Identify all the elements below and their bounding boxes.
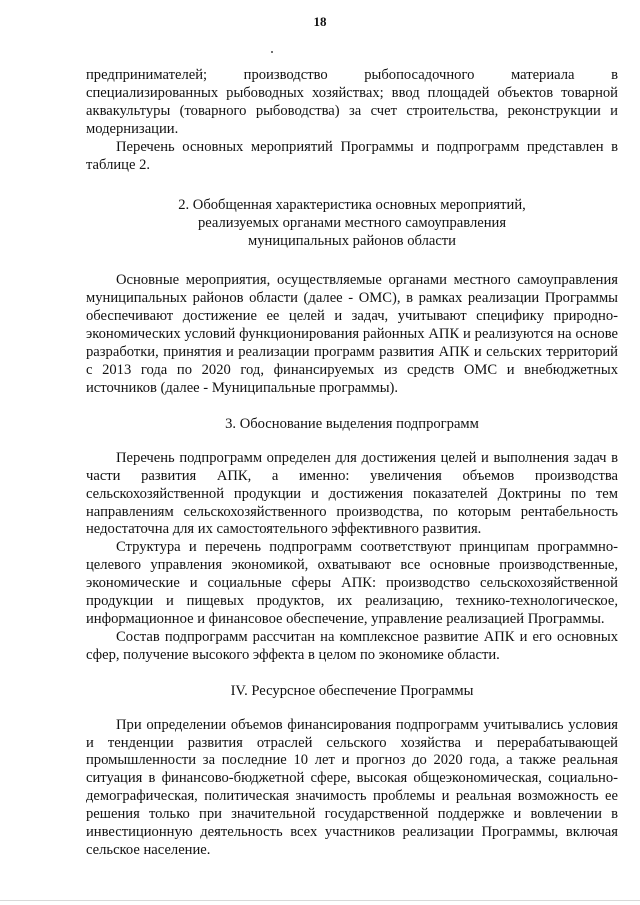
section-3-paragraph-3: Состав подпрограмм рассчитан на комплексное развитие АПК и его основных сфер, получение высокого эффекта в целом по экономике области.: [86, 628, 618, 663]
paragraph-continuation: предпринимателей; производство рыбопосадочного материала в специализированных рыбоводных хозяйствах; ввод площадей объектов товарной аквакультуры (товарного рыбоводства) за счет строительства, реконструкции и модернизации.: [86, 67, 618, 137]
document-body: [86, 67, 618, 860]
section-3-heading-text: 3. Обоснование выделения подпрограмм: [225, 415, 479, 432]
section-2-heading-line-3: муниципальных районов области: [248, 233, 456, 250]
scan-speck: [271, 51, 273, 53]
section-2-heading: [86, 196, 618, 250]
paragraph-table-reference: Перечень основных мероприятий Программы и подпрограмм представлен в таблице 2.: [86, 138, 618, 173]
section-2-paragraph: Основные мероприятия, осуществляемые органами местного самоуправления муниципальных районов области (далее - ОМС), в рамках реализации Программы обеспечивают достижение ее целей и задач, учитывают специфику природно-экономических условий функционирования районных АПК и реализуются на основе разработки, принятия и реализации программ развития АПК и сельских территорий с 2013 года по 2020 год, финансируемых из средств ОМС и внебюджетных источников (далее - Муниципальные программы).: [86, 272, 618, 396]
section-3-paragraph-2: Структура и перечень подпрограмм соответствуют принципам программно-целевого управления экономикой, охватывают все основные производственные, экономические и социальные сферы АПК: производство сельскохозяйственной продукции и пищевых продуктов, их реализацию, технико-технологическое, информационное и финансовое обеспечение, управление реализацией Программы.: [86, 539, 618, 627]
section-3-paragraph-1: Перечень подпрограмм определен для достижения целей и выполнения задач в части развития АПК, а именно: увеличения объемов производства сельскохозяйственной продукции и достижения показателей Доктрины по тем направлениям сельскохозяйственного производства, по которым рентабельность недостаточна для их самостоятельного эффективного развития.: [86, 449, 618, 538]
section-4-paragraph: При определении объемов финансирования подпрограмм учитывались условия и тенденции развития отраслей сельского хозяйства и перерабатывающей промышленности за последние 10 лет и прогноз до 2020 года, а также реальная ситуация в финансово-бюджетной сфере, высокая общеэкономическая, социально-демографическая, политическая значимость проблемы и реальная возможность ее решения только при значительной государственной поддержке и вовлечении в инвестиционную деятельность всех участников реализации Программы, включая сельское население.: [86, 716, 618, 858]
section-4-heading-text: IV. Ресурсное обеспечение Программы: [230, 682, 474, 699]
scan-bottom-edge: [0, 900, 640, 901]
section-2-heading-line-2: реализуемых органами местного самоуправления: [197, 215, 507, 232]
section-3-heading: [86, 415, 618, 433]
page-number: 18: [313, 14, 327, 29]
section-4-heading: [86, 682, 618, 700]
section-2-heading-line-1: 2. Обобщенная характеристика основных мероприятий,: [178, 197, 526, 214]
